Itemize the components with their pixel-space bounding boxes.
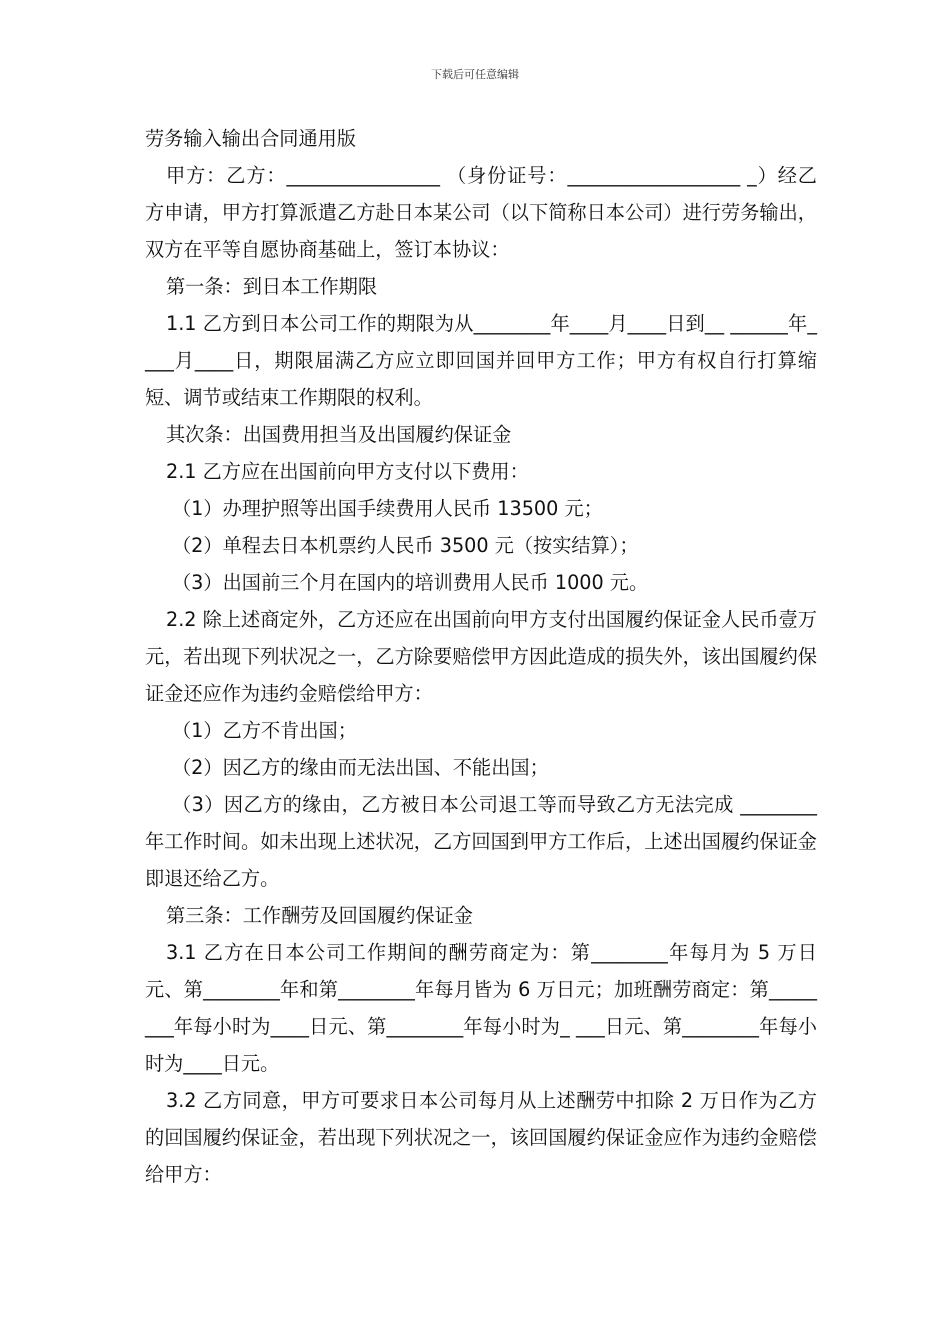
section-heading-1: 第一条：到日本工作期限 (166, 275, 378, 298)
clause-2-2-item-1: （1）乙方不肯出国； (172, 719, 357, 742)
document-title: 劳务输入输出合同通用版 (145, 127, 357, 150)
clause-2-1: 2.1 乙方应在出国前向甲方支付以下费用： (166, 460, 529, 483)
document-body (145, 120, 817, 1193)
clause-3-2: 3.2 乙方同意，甲方可要求日本公司每月从上述酬劳中扣除 2 万日作为乙方的回国履约保证金，若出现下列状况之一，该回国履约保证金应作为违约金赔偿给甲方： (145, 1089, 817, 1186)
paragraph-parties: 甲方：乙方：________________ （身份证号：__________________ _）经乙方申请，甲方打算派遣乙方赴日本某公司（以下简称日本公司）进行劳务输出，双方在平等自愿协商基础上，签订本协议： (145, 164, 817, 261)
section-heading-3: 第三条：工作酬劳及回国履约保证金 (166, 904, 473, 927)
section-heading-2: 其次条：出国费用担当及出国履约保证金 (166, 423, 512, 446)
clause-2-2: 2.2 除上述商定外，乙方还应在出国前向甲方支付出国履约保证金人民币壹万元，若出现下列状况之一，乙方除要赔偿甲方因此造成的损失外，该出国履约保证金还应作为违约金赔偿给甲方： (145, 608, 817, 705)
clause-2-2-item-3: （3）因乙方的缘由，乙方被日本公司退工等而导致乙方无法完成 ________年工作时间。如未出现上述状况，乙方回国到甲方工作后，上述出国履约保证金即退还给乙方。 (145, 793, 817, 890)
clause-1-1: 1.1 乙方到日本公司工作的期限为从________年____月____日到__ ______年____月____日，期限届满乙方应立即回国并回甲方工作；甲方有权自行打算缩短、调节或结束工作期限的权利。 (145, 312, 817, 409)
clause-2-2-item-2: （2）因乙方的缘由而无法出国、不能出国； (172, 756, 549, 779)
clause-3-1: 3.1 乙方在日本公司工作期间的酬劳商定为：第________年每月为 5 万日元、第________年和第________年每月皆为 6 万日元；加班酬劳商定：第________年每小时为____日元、第________年每小时为_ ___日元、第________年每小时为____日元。 (145, 941, 817, 1075)
clause-2-1-item-3: （3）出国前三个月在国内的培训费用人民币 1000 元。 (172, 571, 649, 594)
clause-2-1-item-1: （1）办理护照等出国手续费用人民币 13500 元； (172, 497, 603, 520)
page-header: 下载后可任意编辑 (431, 68, 519, 81)
clause-2-1-item-2: （2）单程去日本机票约人民币 3500 元（按实结算）； (172, 534, 639, 557)
